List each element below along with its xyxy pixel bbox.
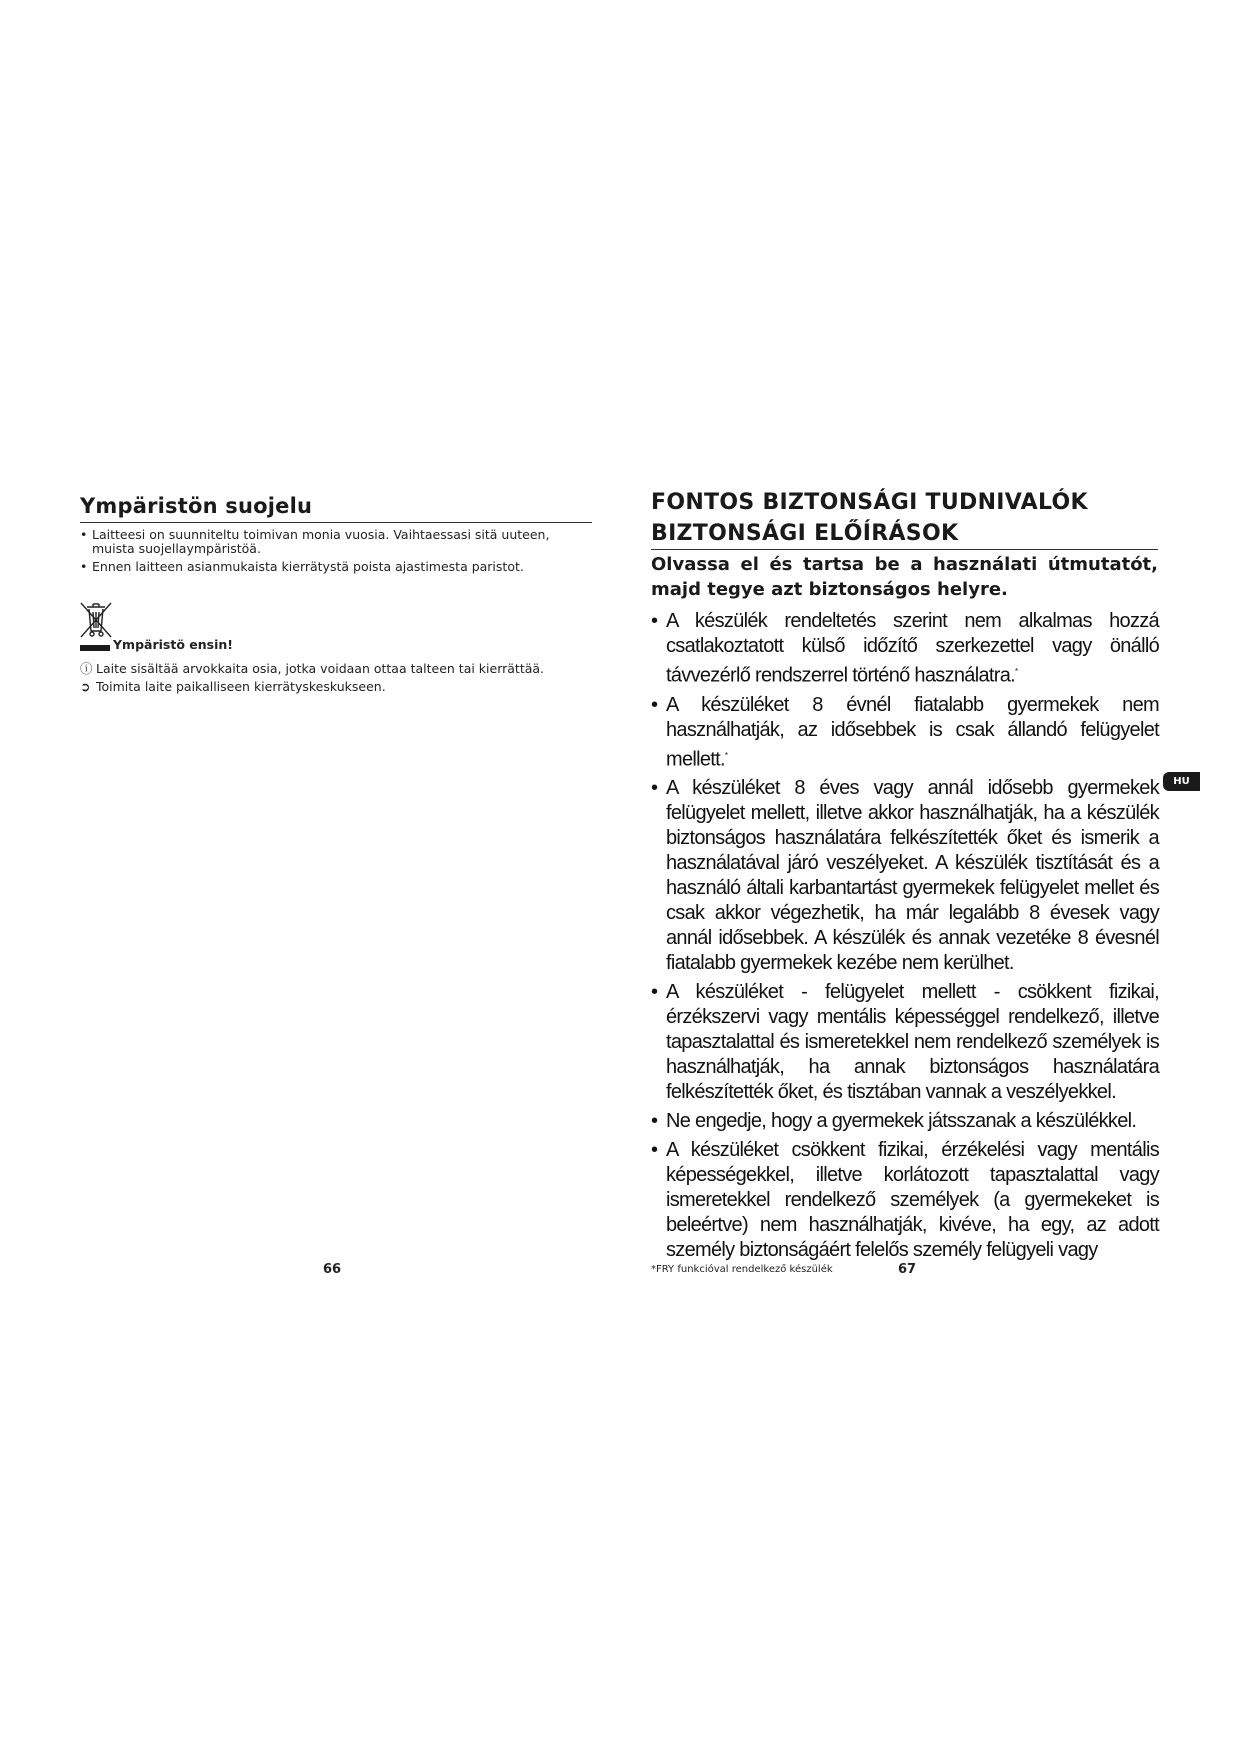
info-line	[80, 659, 544, 677]
safety-bullet-text: A készüléket - felügyelet mellett - csökkent fizikai, érzékszervi vagy mentális képességgel rendelkező, illetve tapasztalattal és ismeretekkel nem rendelkező személyek is használhatják, ha annak biztonságos használatára felkészítették őket, és tisztában vannak a veszélyekkel.	[666, 981, 1159, 1104]
bullet-dot: •	[651, 1110, 658, 1133]
crossed-out-bin-icon	[79, 601, 113, 639]
safety-bullet-item	[651, 980, 1159, 1105]
bullet-dot: •	[80, 527, 88, 542]
safety-bullet-list	[651, 609, 1159, 1267]
bullet-dot: •	[80, 559, 88, 574]
safety-bullet-item	[651, 1138, 1159, 1263]
language-tab-hu: HU	[1163, 772, 1200, 791]
page-number-left: 66	[323, 1262, 342, 1277]
info-icon: ⓘ	[80, 661, 93, 676]
arrow-right-icon: ➲	[80, 679, 91, 694]
safety-bullet-item	[651, 1109, 1159, 1134]
bullet-dot: •	[651, 1139, 658, 1162]
safety-bullet-item	[651, 693, 1159, 773]
arrow-line	[80, 679, 386, 694]
footnote-text: *FRY funkcióval rendelkező készülék	[651, 1264, 833, 1275]
left-bullet-item	[80, 560, 592, 574]
bullet-dot: •	[651, 777, 658, 800]
safety-bullet-text: A készüléket csökkent fizikai, érzékelési vagy mentális képességekkel, illetve korlátozott tapasztalattal vagy ismeretekkel rendelkező személyek (a gyermekeket is beleértve) nem használhatják, kivéve, ha egy, az adott személy biztonságáért felelős személy felügyeli vagy	[666, 1139, 1159, 1262]
left-bullet-text: Ennen laitteen asianmukaista kierrätystä poista ajastimesta paristot.	[92, 559, 524, 574]
right-page-title-line2: BIZTONSÁGI ELŐÍRÁSOK	[651, 521, 959, 546]
right-intro-text: Olvassa el és tartsa be a használati útmutatót, majd tegye azt biztonságos helyre.	[651, 554, 1158, 600]
left-title-divider	[80, 522, 592, 523]
bullet-dot: •	[651, 693, 658, 716]
left-bullet-list	[80, 528, 592, 578]
safety-bullet-text: A készüléket 8 évnél fiatalabb gyermekek nem használhatják, az idősebbek is csak állandó felügyelet mellett.	[666, 693, 1159, 771]
safety-bullet-text: A készülék rendeltetés szerint nem alkalmas hozzá csatlakoztatott külső időzítő szerkezettel vagy önálló távvezérlő rendszerrel történő használatra.	[666, 610, 1159, 687]
bullet-dot: •	[651, 981, 658, 1004]
right-title-divider	[651, 549, 1158, 550]
left-bullet-text: Laitteesi on suunniteltu toimivan monia vuosia. Vaihtaessasi sitä uuteen, muista suojellaympäristöä.	[92, 527, 550, 556]
safety-bullet-text: A készüléket 8 éves vagy annál idősebb gyermekek felügyelet mellett, illetve akkor használhatják, ha a készülék biztonságos használatára felkészítették őket és ismerik a használatával járó veszélyeket. A készülék tisztítását és a használó általi karbantartást gyermekek felügyelet mellet és csak akkor végezhetik, ha már legalább 8 évesek vagy annál idősebbek. A készülék és annak vezetéke 8 évesnél fiatalabb gyermekek kezébe nem kerülhet.	[666, 777, 1159, 975]
left-bullet-item	[80, 528, 592, 556]
bullet-dot: •	[651, 610, 658, 632]
left-page-title: Ympäristön suojelu	[80, 494, 313, 518]
footnote-mark: *	[724, 750, 728, 760]
safety-bullet-text: Ne engedje, hogy a gyermekek játsszanak a készülékkel.	[666, 1110, 1137, 1133]
arrow-text: Toimita laite paikalliseen kierrätyskeskukseen.	[96, 679, 386, 694]
page-number-right: 67	[898, 1262, 917, 1277]
right-page-title-line1: FONTOS BIZTONSÁGI TUDNIVALÓK	[651, 490, 1088, 515]
safety-bullet-item	[651, 609, 1159, 689]
info-text: Laite sisältää arvokkaita osia, jotka voidaan ottaa talteen tai kierrättää.	[96, 661, 545, 676]
environment-first-label: Ympäristö ensin!	[113, 637, 233, 652]
environment-label-bar	[80, 645, 110, 651]
footnote-mark: *	[1014, 667, 1018, 676]
safety-bullet-item	[651, 776, 1159, 976]
